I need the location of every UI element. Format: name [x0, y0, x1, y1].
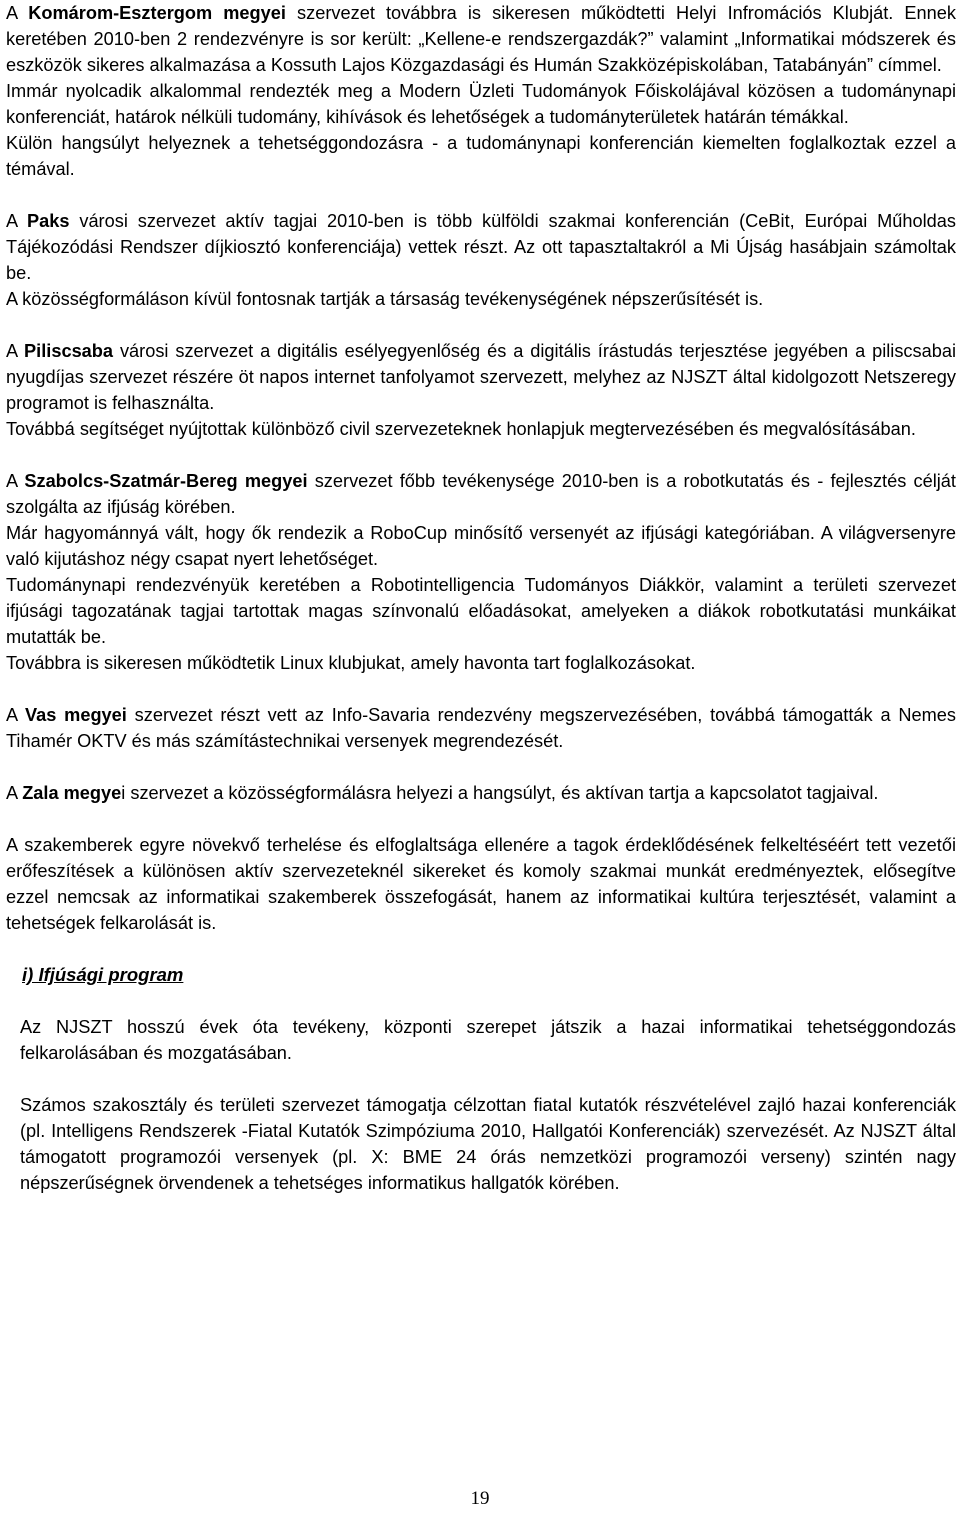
text-run: városi szervezet a digitális esélyegyenlőség és a digitális írástudás terjesztése jegyében a piliscsabai nyugdíjas szervezet részére öt napos internet tanfolyamot szervezett, melyhez az NJSZT által kidolgozott Netszeregy programot is felhasználta. [6, 341, 957, 413]
spacer [6, 754, 956, 780]
piliscsaba-paragraph-2: Továbbá segítséget nyújtottak különböző civil szervezeteknek honlapjuk megtervezésében és megvalósításában. [6, 419, 916, 439]
szabolcs-paragraph-4: Továbbra is sikeresen működtetik Linux klubjukat, amely havonta tart foglalkozásokat. [6, 653, 696, 673]
page-number: 19 [470, 1488, 490, 1509]
spacer [6, 806, 956, 832]
szabolcs-paragraph-1 [6, 468, 956, 520]
spacer [6, 988, 956, 1014]
youth-paragraph-2: Számos szakosztály és területi szervezet támogatja célzottan fiatal kutatók részvételével zajló hazai konferenciák (pl. Intelligens Rendszerek -Fiatal Kutatók Szimpóziuma 2010, Hallgatói Konferenciák) szervezését. Az NJSZT által támogatott programozói versenyek (pl. X: BME 24 órás nemzetközi programozói verseny) szintén nagy népszerűségnek örvendenek a tehetséges informatikus hallgatók körében. [20, 1095, 956, 1193]
organization-name: Komárom-Esztergom megyei [28, 3, 286, 23]
document-page [6, 0, 956, 1196]
section-heading: i) Ifjúsági program [22, 964, 184, 985]
text-run: A [6, 471, 25, 491]
text-run: szervezet főbb tevékenysége 2010-ben is a robotkutatás és - fejlesztés célját szolgálta az ifjúság körében. [6, 471, 956, 517]
paks-paragraph-1 [6, 208, 956, 286]
szabolcs-paragraph-2: Már hagyománnyá vált, hogy ők rendezik a RoboCup minősítő versenyét az ifjúsági kategóriában. A világversenyre való kijutáshoz négy csapat nyert lehetőséget. [6, 523, 956, 569]
text-run: szervezet továbbra is sikeresen működtetti Helyi Infromációs Klubját. Ennek keretében 2010-ben 2 rendezvényre is sor került: „Kellene-e rendszergazdák?” valamint „Informatikai módszerek és eszközök sikeres alkalmazása a Kossuth Lajos Közgazdasági és Humán Szakközépiskolában, Tatabányán” címmel. [6, 3, 956, 75]
spacer [6, 676, 956, 702]
youth-paragraph-1: Az NJSZT hosszú évek óta tevékeny, központi szerepet játszik a hazai informatikai tehetséggondozás felkarolásában és mozgatásában. [20, 1017, 956, 1063]
summary-paragraph: A szakemberek egyre növekvő terhelése és elfoglaltsága ellenére a tagok érdeklődésének felkeltéséért tett vezetői erőfeszítések a különösen aktív szervezeteknél sikereket és komoly szakmai munkát eredményeztek, elősegítve ezzel nemcsak az informatikai szakemberek összefogását, hanem az informatikai kultúra terjesztését, valamint a tehetségek felkarolását is. [6, 835, 956, 933]
spacer [6, 936, 956, 962]
text-run: A [6, 341, 25, 361]
komarom-paragraph-2: Immár nyolcadik alkalommal rendezték meg a Modern Üzleti Tudományok Főiskolájával közösen a tudománynapi konferenciát, határok nélküli tudomány, kihívások és lehetőségek a tudományterületek határán témákkal. [6, 81, 956, 127]
vas-paragraph-1 [6, 702, 956, 754]
komarom-paragraph-1 [6, 0, 956, 78]
paks-paragraph-2: A közösségformáláson kívül fontosnak tartják a társaság tevékenységének népszerűsítését is. [6, 289, 764, 309]
text-run: városi szervezet aktív tagjai 2010-ben is több külföldi szakmai konferencián (CeBit, Európai Műholdas Tájékozódási Rendszer díjkiosztó konferenciája) vettek részt. Az ott tapasztaltakról a Mi Újság hasábjain számoltak be. [6, 211, 956, 283]
spacer [6, 1066, 956, 1092]
text-run: A [6, 705, 25, 725]
text-run: i szervezet a közösségformálásra helyezi a hangsúlyt, és aktívan tartja a kapcsolatot tagjaival. [121, 783, 879, 803]
szabolcs-paragraph-3: Tudománynapi rendezvényük keretében a Robotintelligencia Tudományos Diákkör, valamint a területi szervezet ifjúsági tagozatának tagjai tartottak magas színvonalú előadásokat, amelyeken a diákok robotkutatási munkáikat mutatták be. [6, 575, 956, 647]
spacer [6, 182, 956, 208]
text-run: A [6, 783, 23, 803]
organization-name: Paks [27, 211, 70, 231]
text-run: szervezet részt vett az Info-Savaria rendezvény megszervezésében, továbbá támogatták a Nemes Tihamér OKTV és más számítástechnikai versenyek megrendezését. [6, 705, 957, 751]
organization-name: Zala megye [22, 783, 122, 803]
organization-name: Szabolcs-Szatmár-Bereg megyei [24, 471, 308, 491]
spacer [6, 442, 956, 468]
piliscsaba-paragraph-1 [6, 338, 956, 416]
text-run: A [6, 211, 27, 231]
zala-paragraph-1 [6, 780, 956, 806]
text-run: A [6, 3, 29, 23]
organization-name: Vas megyei [24, 705, 127, 725]
komarom-paragraph-3: Külön hangsúlyt helyeznek a tehetséggondozásra - a tudománynapi konferencián kiemelten foglalkoztak ezzel a témával. [6, 133, 956, 179]
organization-name: Piliscsaba [24, 341, 114, 361]
spacer [6, 312, 956, 338]
